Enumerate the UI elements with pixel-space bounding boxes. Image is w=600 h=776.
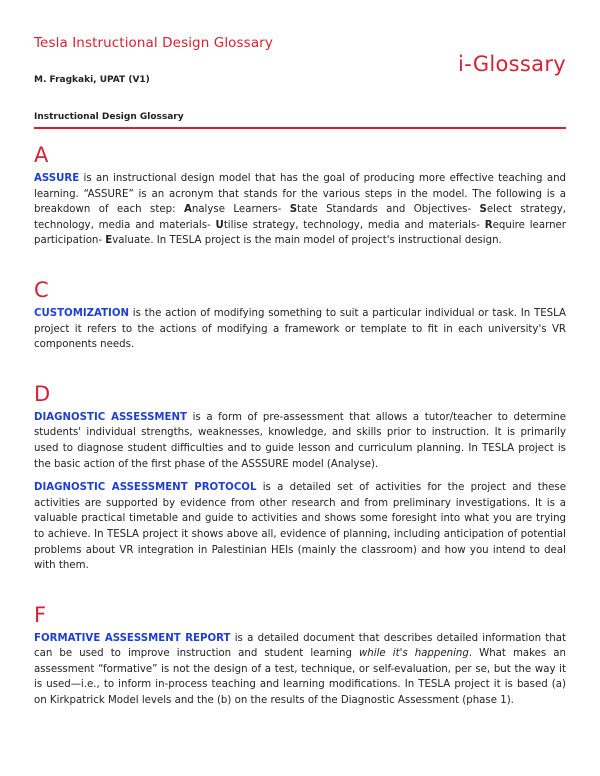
acronym-letter: S [289,204,298,216]
glossary-entry-formative-report [34,631,566,709]
entry-text: is a detailed document that describes detailed information that can be used to improve instruction and student learning [34,632,566,660]
entry-text: is a form of pre-assessment that allows a tutor/teacher to determine students' individual strengths, weaknesses, knowledge, and skills prior to instruction. It is primarily used to diagnose student difficulties and to guide lesson and curriculum planning. In TESLA project is the basic action of the first phase of the ASSSURE model (Analyse). [34,411,566,470]
acronym-letter: E [105,235,113,247]
term-customization: CUSTOMIZATION [34,307,130,319]
term-formative-assessment-report: FORMATIVE ASSESSMENT REPORT [34,632,231,644]
letter-heading-d: D [34,381,51,406]
term-diagnostic-assessment-protocol: DIAGNOSTIC ASSESSMENT PROTOCOL [34,482,257,494]
section-heading: Instructional Design Glossary [34,112,184,122]
glossary-entry-diagnostic-assessment [34,410,566,472]
entry-text: elect strategy, technology, media and materials- [34,204,567,231]
glossary-entry-customization [34,306,566,353]
letter-heading-a: A [34,143,49,167]
entry-emphasis: while it's happening [358,648,469,660]
acronym-letter: R [484,219,493,231]
entry-text: is an instructional design model that has the goal of producing more effective teaching and learning. “ASSURE” is an acronym that stands for the various steps in the model. The following is a breakdown of each step: [34,173,566,216]
entry-text: valuate. In TESLA project is the main model of project's instructional design. [112,235,502,247]
entry-text: . What makes an assessment “formative” is not the design of a test, technique, or self-evaluation, per se, but the way it is used—i.e., to inform in-process teaching and learning modifications. In TESLA project it is based (a) on Kirkpatrick Model levels and the (b) on the results of the Diagnostic Assessment (phase 1). [34,648,566,707]
acronym-letter: A [183,204,192,216]
document-title: Tesla Instructional Design Glossary [34,35,273,51]
acronym-letter: S [479,204,487,216]
author-line: M. Fragkaki, UPAT (V1) [34,75,150,85]
term-diagnostic-assessment: DIAGNOSTIC ASSESSMENT [34,411,187,423]
brand-logo-text: i-Glossary [458,52,566,76]
entry-text: tate Standards and Objectives- [297,204,480,216]
entry-text: is the action of modifying something to suit a particular individual or task. In TESLA project it refers to the actions of modifying a framework or template to fit in each university's VR components needs. [34,307,566,351]
glossary-body [34,142,566,709]
header-divider [34,127,566,129]
entry-text: equire learner participation- [34,219,566,247]
entry-text: nalyse Learners- [191,204,290,216]
entry-text: tilise strategy, technology, media and materials- [223,219,485,231]
entry-text: is a detailed set of activities for the project and these activities are supported by evidence from other research and from preliminary investigations. It is a valuable practical timetable and guide to activities and shows some foresight into what you are trying to achieve. In TESLA project it shows above all, evidence of planning, including anticipation of potential problems about VR integration in Palestinian HEIs (mainly the classroom) and how you intend to deal with them. [34,482,567,572]
glossary-entry-diagnostic-protocol [34,480,566,574]
glossary-entry-assure [34,171,566,249]
acronym-letter: U [215,219,224,231]
letter-heading-f: F [34,602,47,627]
term-assure: ASSURE [34,173,80,184]
letter-heading-c: C [34,277,49,302]
